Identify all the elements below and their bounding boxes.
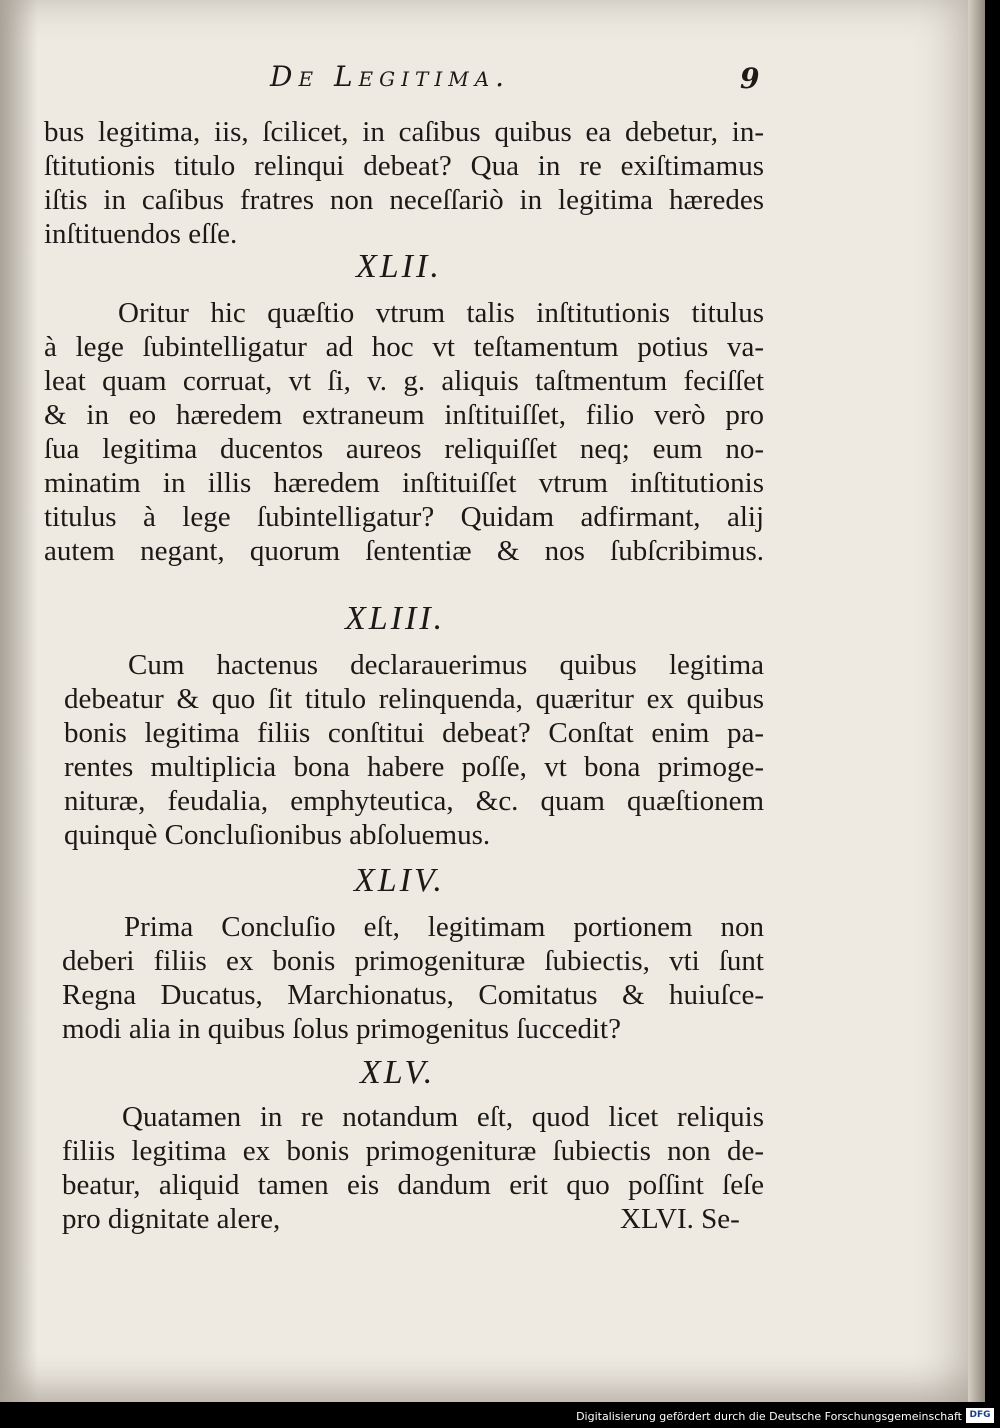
text-line: iſtis in caſibus fratres non neceſſariò in legitima hæredes — [44, 184, 764, 216]
text-line: debeatur & quo ſit titulo relinquenda, quæritur ex quibus — [64, 683, 764, 715]
text-line: quinquè Concluſionibus abſoluemus. — [64, 819, 491, 851]
text-line: Prima Concluſio eſt, legitimam portionem non — [124, 911, 764, 943]
catchword: XLVI. Se- — [620, 1203, 740, 1235]
section-heading: XLIV. — [354, 862, 445, 899]
text-line: & in eo hæredem extraneum inſtituiſſet, filio verò pro — [44, 399, 764, 431]
page-edge — [968, 0, 985, 1402]
page-number: 9 — [740, 62, 760, 95]
text-line: Regna Ducatus, Marchionatus, Comitatus & huiuſce- — [62, 979, 764, 1011]
text-line: Cum hactenus declarauerimus quibus legitima — [128, 649, 764, 681]
text-line: leat quam corruat, vt ſi, v. g. aliquis taſtmentum feciſſet — [44, 365, 764, 397]
text-line: minatim in illis hæredem inſtituiſſet vtrum inſtitutionis — [44, 467, 764, 499]
text-line: titulus à lege ſubintelligatur? Quidam adfirmant, alij — [44, 501, 764, 533]
text-line: beatur, aliquid tamen eis dandum erit quo poſſint ſeſe — [62, 1169, 764, 1201]
section-heading: XLII. — [356, 248, 442, 285]
text-line: inſtituendos eſſe. — [44, 218, 238, 250]
text-line: deberi filiis ex bonis primogenituræ ſubiectis, vti ſunt — [62, 945, 764, 977]
text-line: ſua legitima ducentos aureos reliquiſſet neq; eum no- — [44, 433, 764, 465]
dfg-logo: DFG — [966, 1408, 994, 1423]
text-line: pro dignitate alere, — [62, 1203, 281, 1235]
spine-shadow — [0, 0, 38, 1402]
text-line: Oritur hic quæſtio vtrum talis inſtitutionis titulus — [118, 297, 764, 329]
text-line: à lege ſubintelligatur ad hoc vt teſtamentum potius va- — [44, 331, 764, 363]
text-line: bus legitima, iis, ſcilicet, in caſibus quibus ea debetur, in- — [44, 116, 764, 148]
text-line: Quatamen in re notandum eſt, quod licet reliquis — [122, 1101, 764, 1133]
text-line: autem negant, quorum ſententiæ & nos ſubſcribimus. — [44, 535, 764, 567]
text-line: modi alia in quibus ſolus primogenitus ſuccedit? — [62, 1013, 621, 1045]
text-line: ſtitutionis titulo relinqui debeat? Qua in re exiſtimamus — [44, 150, 764, 182]
text-line: rentes multiplicia bona habere poſſe, vt bona primoge- — [64, 751, 764, 783]
running-title: De Legitima. — [270, 60, 511, 93]
text-line: filiis legitima ex bonis primogenituræ ſubiectis non de- — [62, 1135, 764, 1167]
funding-credit: Digitalisierung gefördert durch die Deutsche Forschungsgemeinschaft — [576, 1410, 962, 1423]
text-line: nituræ, feudalia, emphyteutica, &c. quam quæſtionem — [64, 785, 764, 817]
text-line: bonis legitima filiis conſtitui debeat? Conſtat enim pa- — [64, 717, 764, 749]
section-heading: XLIII. — [345, 600, 446, 637]
section-heading: XLV. — [360, 1054, 436, 1091]
